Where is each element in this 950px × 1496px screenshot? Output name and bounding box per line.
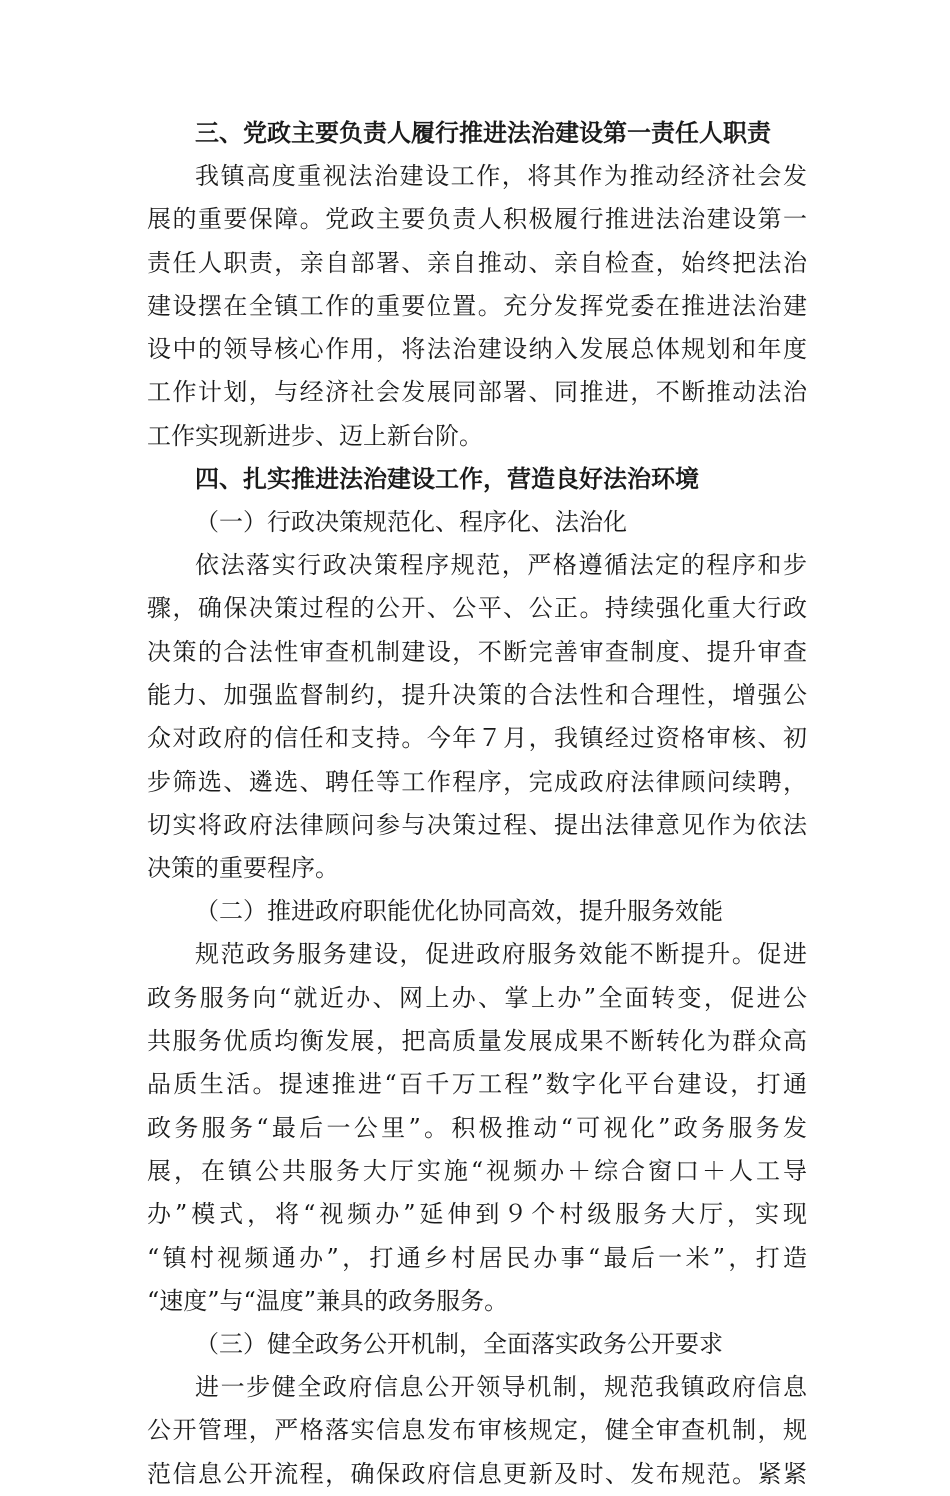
paragraph-line: 展的重要保障。党政主要负责人积极履行推进法治建设第一 — [147, 205, 807, 234]
paragraph-line: 建设摆在全镇工作的重要位置。充分发挥党委在推进法治建 — [147, 291, 807, 320]
paragraph-line: 共服务优质均衡发展，把高质量发展成果不断转化为群众高 — [147, 1027, 807, 1056]
paragraph-line: 责任人职责，亲自部署、亲自推动、亲自检查，始终把法治 — [147, 248, 807, 277]
paragraph-line: 公开管理，严格落实信息发布审核规定，健全审查机制，规 — [147, 1416, 807, 1445]
paragraph-line: 展，在镇公共服务大厅实施“视频办＋综合窗口＋人工导 — [147, 1156, 807, 1185]
section-3-heading: 三、党政主要负责人履行推进法治建设第一责任人职责 — [195, 119, 771, 147]
paragraph-line: 决策的合法性审查机制建设，不断完善审查制度、提升审查 — [147, 637, 807, 666]
subsection-4-3-heading: （三）健全政务公开机制，全面落实政务公开要求 — [195, 1330, 723, 1359]
paragraph-line: “镇村视频通办”，打通乡村居民办事“最后一米”，打造 — [147, 1243, 807, 1272]
paragraph-line: 决策的重要程序。 — [147, 854, 339, 883]
subsection-4-2-paragraph — [147, 933, 807, 1323]
subsection-4-1-paragraph — [147, 544, 807, 890]
paragraph-line: 设中的领导核心作用，将法治建设纳入发展总体规划和年度 — [147, 335, 807, 364]
paragraph-line: 工作实现新进步、迈上新台阶。 — [147, 421, 483, 450]
paragraph-line: 范信息公开流程，确保政府信息更新及时、发布规范。紧紧 — [147, 1459, 807, 1488]
paragraph-line: 我镇高度重视法治建设工作，将其作为推动经济社会发 — [195, 162, 807, 190]
paragraph-line: 切实将政府法律顾问参与决策过程、提出法律意见作为依法 — [147, 810, 807, 839]
paragraph-line: 办”模式，将“视频办”延伸到９个村级服务大厅，实现 — [147, 1200, 807, 1229]
paragraph-line: 品质生活。提速推进“百千万工程”数字化平台建设，打通 — [147, 1070, 807, 1099]
paragraph-line: 工作计划，与经济社会发展同部署、同推进，不断推动法治 — [147, 378, 807, 407]
subsection-4-2-heading: （二）推进政府职能优化协同高效，提升服务效能 — [195, 897, 723, 926]
paragraph-line: 步筛选、遴选、聘任等工作程序，完成政府法律顾问续聘， — [147, 767, 807, 796]
section-4-heading: 四、扎实推进法治建设工作，营造良好法治环境 — [195, 465, 699, 494]
paragraph-line: 进一步健全政府信息公开领导机制，规范我镇政府信息 — [195, 1373, 807, 1402]
section-3-paragraph — [147, 155, 807, 458]
paragraph-line: “速度”与“温度”兼具的政务服务。 — [147, 1286, 509, 1315]
paragraph-line: 众对政府的信任和支持。今年７月，我镇经过资格审核、初 — [147, 724, 807, 753]
paragraph-line: 规范政务服务建设，促进政府服务效能不断提升。促进 — [195, 940, 807, 969]
document-page — [147, 112, 807, 1496]
paragraph-line: 能力、加强监督制约，提升决策的合法性和合理性，增强公 — [147, 680, 807, 709]
paragraph-line: 政务服务“最后一公里”。积极推动“可视化”政务服务发 — [147, 1113, 807, 1142]
paragraph-line: 骤，确保决策过程的公开、公平、公正。持续强化重大行政 — [147, 594, 807, 623]
paragraph-line: 依法落实行政决策程序规范，严格遵循法定的程序和步 — [195, 551, 807, 580]
paragraph-line: 政务服务向“就近办、网上办、掌上办”全面转变，促进公 — [147, 983, 807, 1012]
subsection-4-1-heading: （一）行政决策规范化、程序化、法治化 — [195, 508, 627, 537]
subsection-4-3-paragraph — [147, 1366, 807, 1496]
